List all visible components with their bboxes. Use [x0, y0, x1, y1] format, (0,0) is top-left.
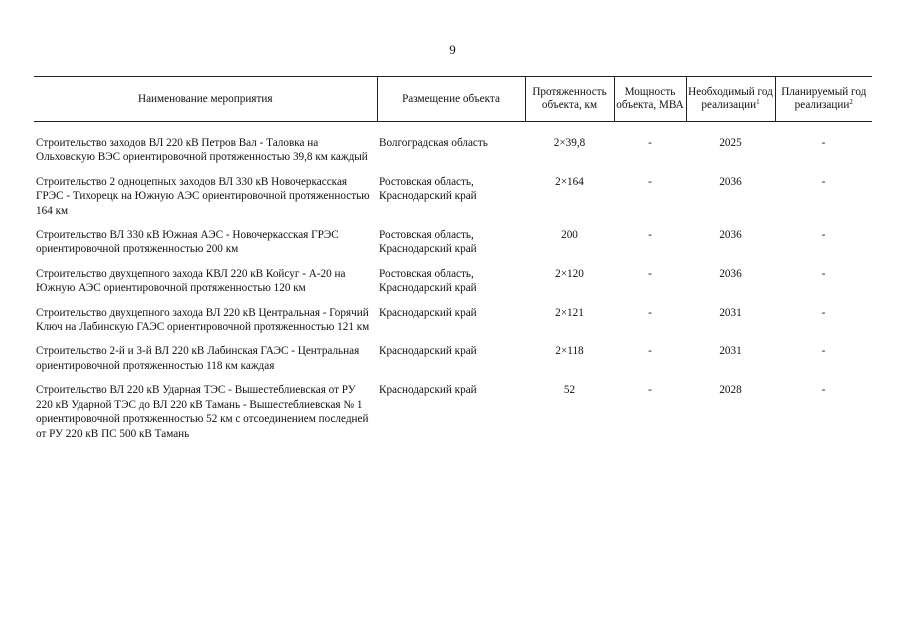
cell-planned-year: -: [821, 306, 826, 319]
cell-name: Строительство двухцепного захода КВЛ 220 кВ Койсуг - А-20 на Южную АЭС ориентировочной протяженностью 120 км: [36, 267, 346, 295]
cell-name: Строительство 2 одноцепных заходов ВЛ 330 кВ Новочеркасская ГРЭС - Тихорецк на Южную АЭС ориентировочной протяженностью 164 км: [36, 175, 370, 217]
cell-planned-year: -: [821, 175, 826, 188]
header-row: [34, 77, 872, 122]
table-row: [34, 306, 872, 345]
cell-required-year: 2031: [719, 306, 742, 319]
cell-required-year: 2025: [719, 137, 742, 149]
cell-power: -: [648, 345, 652, 358]
cell-name: Строительство ВЛ 330 кВ Южная АЭС - Новочеркасская ГРЭС ориентировочной протяженностью 200 км: [36, 229, 339, 256]
cell-planned-year: -: [821, 384, 826, 397]
header-placement: Размещение объекта: [377, 77, 525, 122]
cell-required-year: 2036: [719, 267, 742, 280]
table-row: [34, 228, 872, 267]
cell-planned-year: -: [821, 345, 826, 358]
cell-name: Строительство заходов ВЛ 220 кВ Петров Вал - Таловка на Ольховскую ВЭС ориентировочной протяженностью 39,8 км каждый: [36, 137, 368, 164]
cell-length: 52: [563, 384, 576, 397]
cell-length: 2×120: [555, 267, 584, 280]
cell-power: -: [648, 306, 652, 319]
cell-name: Строительство ВЛ 220 кВ Ударная ТЭС - Вышестеблиевская от РУ 220 кВ Ударной ТЭС до ВЛ 220 кВ Тамань - Вышестеблиевская № 1 ориентировочной протяженностью 52 км с отсоединением последней от РУ 220 кВ ПС 500 кВ Тамань: [36, 384, 369, 440]
table-header: [34, 77, 872, 122]
cell-planned-year: -: [821, 137, 826, 149]
cell-placement: Волгоградская область: [379, 137, 488, 149]
footnote-mark-1: 1: [756, 98, 760, 106]
page-number: 9: [449, 42, 456, 57]
header-name: Наименование мероприятия: [34, 77, 377, 122]
cell-name: Строительство 2-й и 3-й ВЛ 220 кВ Лабинская ГАЭС - Центральная ориентировочной протяженностью 118 км каждая: [36, 345, 360, 372]
table-row: [34, 344, 872, 383]
header-length: Протяженность объекта, км: [525, 77, 614, 122]
cell-required-year: 2036: [719, 175, 742, 188]
cell-planned-year: -: [821, 229, 826, 242]
header-power: Мощность объекта, МВА: [614, 77, 686, 122]
cell-name: Строительство двухцепного захода ВЛ 220 кВ Центральная - Горячий Ключ на Лабинскую ГАЭС ориентировочной протяженностью 121 км: [36, 306, 370, 334]
cell-required-year: 2031: [719, 345, 742, 358]
cell-length: 2×164: [555, 175, 584, 188]
cell-placement: Краснодарский край: [379, 384, 477, 397]
cell-placement: Ростовская область, Краснодарский край: [379, 175, 477, 203]
measures-table: [34, 76, 872, 451]
cell-power: -: [648, 267, 652, 280]
cell-placement: Краснодарский край: [379, 345, 477, 358]
cell-placement: Ростовская область, Краснодарский край: [379, 229, 477, 256]
cell-required-year: 2028: [719, 384, 742, 397]
header-planned-year: Планируемый год реализации$^2$: [775, 77, 872, 122]
cell-length: 200: [561, 229, 578, 242]
cell-planned-year: -: [821, 267, 826, 280]
cell-length: 2×121: [555, 306, 584, 319]
cell-placement: Краснодарский край: [379, 306, 477, 319]
cell-length: 2×39,8: [553, 137, 586, 149]
cell-power: -: [648, 137, 652, 149]
cell-length: 2×118: [555, 345, 584, 358]
table-row: [34, 383, 872, 451]
table-body: [34, 122, 872, 451]
cell-placement: Ростовская область, Краснодарский край: [379, 267, 477, 295]
table-row: [34, 267, 872, 306]
cell-power: -: [648, 384, 652, 397]
table-row: [34, 122, 872, 175]
header-required-year: Необходимый год реализации$^1$: [686, 77, 775, 122]
footnote-mark-2: 2: [849, 98, 853, 106]
table-row: [34, 175, 872, 228]
cell-power: -: [648, 229, 652, 242]
cell-power: -: [648, 175, 652, 188]
cell-required-year: 2036: [719, 229, 742, 242]
